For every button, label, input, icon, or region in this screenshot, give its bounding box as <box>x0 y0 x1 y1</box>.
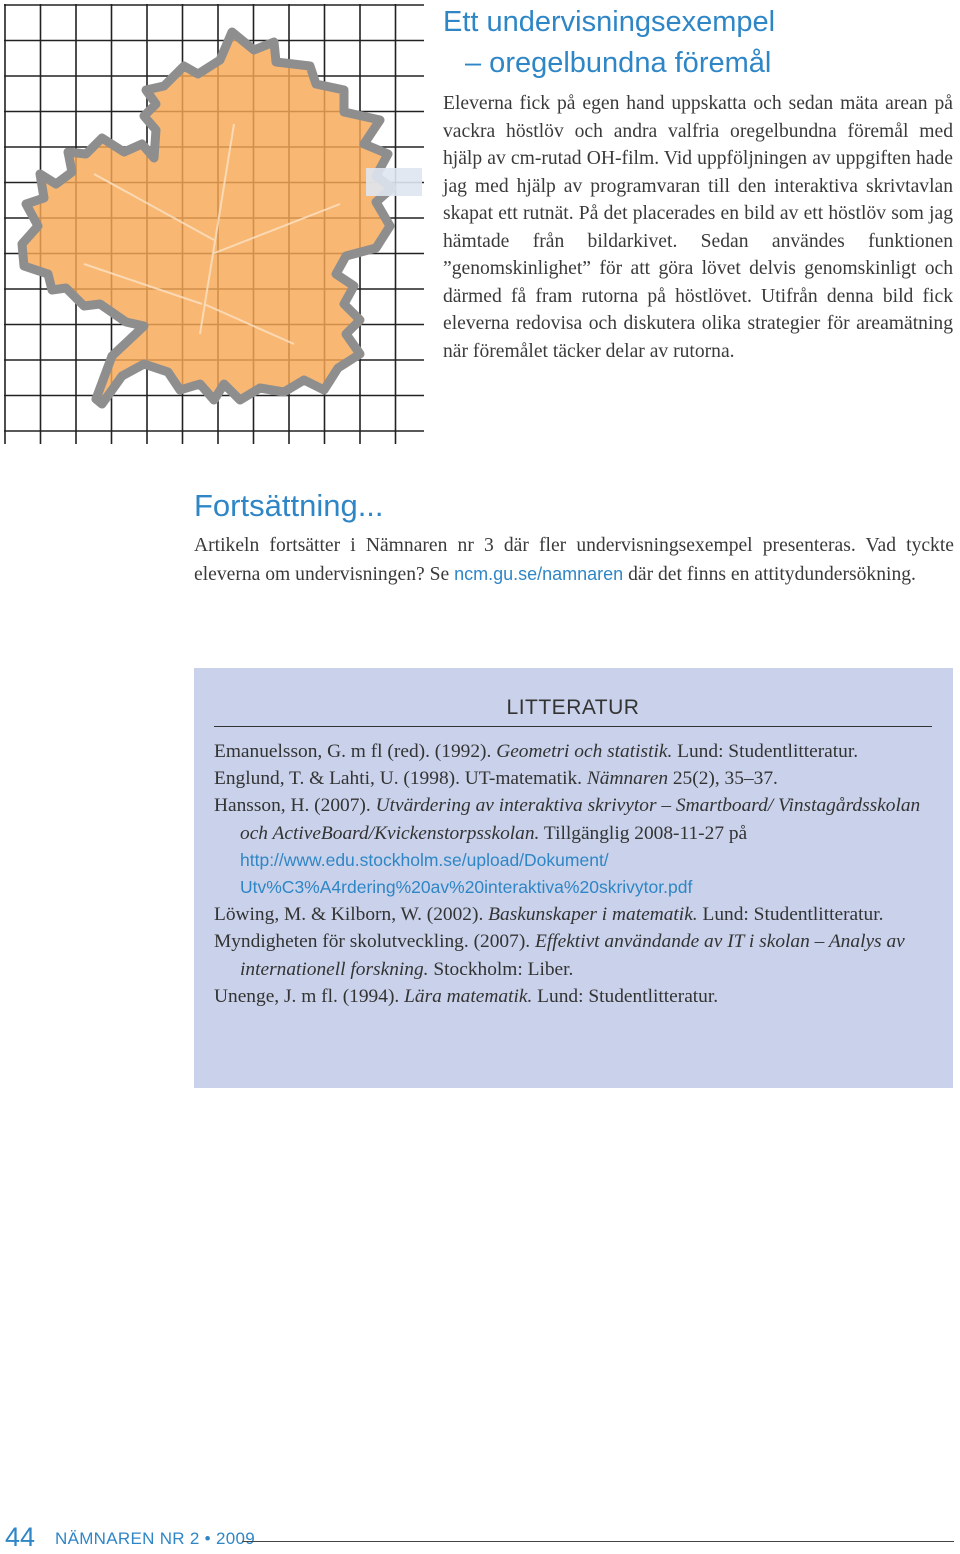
ref-title: Nämnaren <box>586 768 669 790</box>
reference-list <box>214 738 939 1010</box>
section-body: Eleverna fick på egen hand uppskatta och sedan mäta arean på vackra höstlöv och andra valfria oregelbundna föremål med hjälp av cm-rutad OH-film. Vid uppföljningen av uppgiften hade jag med hjälp av programvaran till den interaktiva skrivtavlan skapat ett rutnät. På det placerades en bild av ett höstlöv som jag hämtade från bildarkivet. Sedan användes funktionen ”genomskinlighet” för att göra lövet delvis genomskinligt och därmed få fram rutorna på höstlövet. Utifrån denna bild fick eleverna redovisa och diskutera olika strategier för areamätning när föremålet täcker delar av rutorna. <box>443 93 953 362</box>
ref-author: Hansson, H. (2007). <box>214 795 376 817</box>
ref-rest: Stockholm: Liber. <box>428 958 574 980</box>
ref-title: Effektivt användande av IT i skolan – Analys av internationell forskning. <box>240 931 905 980</box>
leaf-on-grid-image <box>4 4 424 444</box>
ref-rest: Lund: Studentlitteratur. <box>672 741 859 762</box>
journal-name: NÄMNAREN NR 2 • 2009 <box>55 1529 255 1548</box>
reference-item <box>214 792 939 901</box>
ref-title: Lära matematik. <box>404 985 533 1007</box>
ref-title: Geometri och statistik. <box>496 741 673 762</box>
ref-rest: Tillgänglig 2008-11-27 på <box>539 822 748 844</box>
continuation-text <box>194 532 954 589</box>
ref-rest: 25(2), 35–37. <box>668 768 778 790</box>
page-number: 44 <box>5 1522 36 1552</box>
namnaren-link[interactable]: ncm.gu.se/namnaren <box>454 564 624 584</box>
reference-item <box>214 983 939 1010</box>
reference-item <box>214 901 939 928</box>
continuation-heading: Fortsättning... <box>194 488 384 523</box>
section-title-line-2: – oregelbundna föremål <box>465 47 772 79</box>
ref-author: Emanuelsson, G. m fl (red). (1992). <box>214 741 497 762</box>
page-footer <box>0 1522 960 1552</box>
ref-url-link[interactable]: http://www.edu.stockholm.se/upload/Dokument/ Utv%C3%A4rdering%20av%20interaktiva%20skrivytor.pdf <box>240 849 693 898</box>
ref-title: Utvärdering av interaktiva skrivytor – Smartboard/ Vinstagårdsskolan och ActiveBoard/Kvickenstorpsskolan. <box>240 795 921 844</box>
ref-rest: Lund: Studentlitteratur. <box>697 904 884 926</box>
ref-author: Unenge, J. m fl. (1994). <box>214 985 405 1007</box>
ref-author: Myndigheten för skolutveckling. (2007). <box>214 931 535 953</box>
section-title-line-1: Ett undervisningsexempel <box>443 6 776 38</box>
ref-author: Englund, T. & Lahti, U. (1998). UT-matematik. <box>214 768 587 790</box>
reference-item <box>214 765 939 792</box>
ref-title: Baskunskaper i matematik. <box>488 904 698 926</box>
literature-box <box>194 668 953 1088</box>
ref-author: Löwing, M. & Kilborn, W. (2002). <box>214 904 489 926</box>
footer-rule <box>242 1541 954 1542</box>
section-title <box>443 2 943 84</box>
maple-leaf-outline <box>22 32 392 404</box>
literature-heading: LITTERATUR <box>214 696 932 727</box>
leaf-grid-figure <box>4 4 424 444</box>
ref-rest: Lund: Studentlitteratur. <box>532 985 719 1007</box>
reference-item <box>214 738 939 765</box>
continuation-text-before: Artikeln fortsätter i Nämnaren nr 3 där fler undervisningsexempel presenteras. Vad tyckte eleverna om undervisningen? Se <box>194 535 954 585</box>
watermark-patch <box>366 168 422 196</box>
continuation-text-after: där det finns en attitydundersökning. <box>623 564 916 585</box>
reference-item <box>214 928 939 982</box>
